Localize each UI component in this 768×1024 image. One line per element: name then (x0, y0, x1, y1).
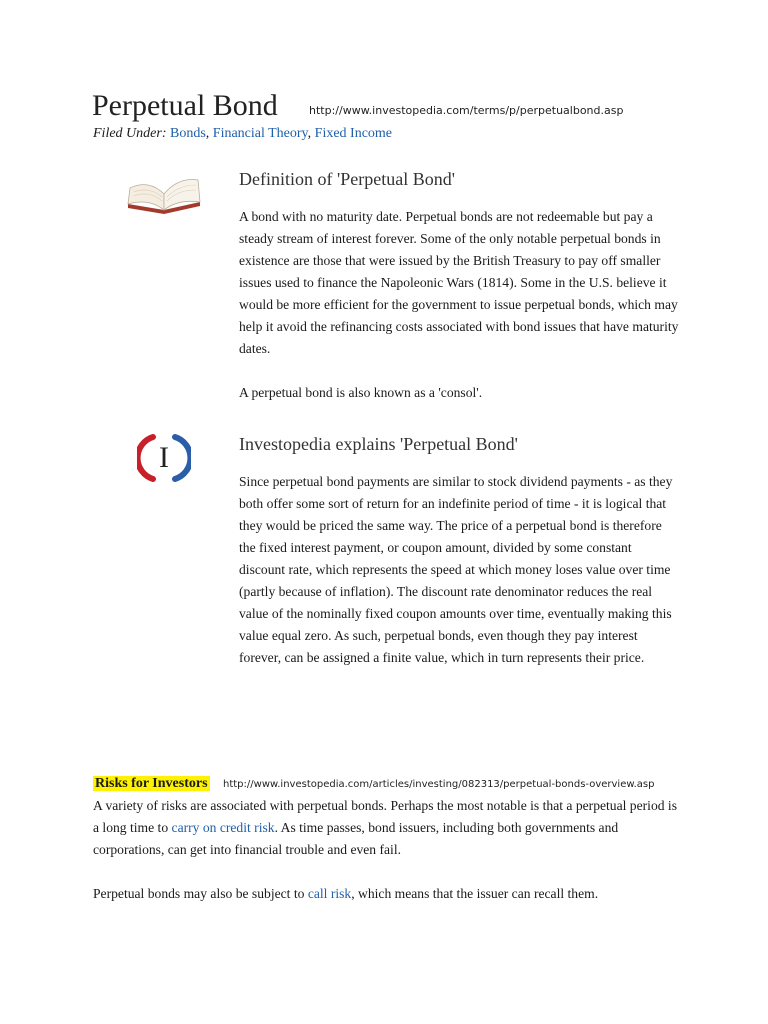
filed-under: Filed Under: Bonds, Financial Theory, Fixed Income (93, 126, 393, 141)
definition-heading: Definition of 'Perpetual Bond' (239, 169, 455, 189)
risks-paragraph-1 (93, 795, 683, 861)
call-risk-link[interactable]: call risk (307, 886, 352, 901)
page-title: Perpetual Bond (92, 89, 278, 122)
risks-url[interactable]: http://www.investopedia.com/articles/investing/082313/perpetual-bonds-overview.asp (223, 779, 655, 790)
category-link-fixed-income[interactable]: Fixed Income (314, 126, 393, 141)
definition-paragraph: A bond with no maturity date. Perpetual bonds are not redeemable but pay a steady stream of interest forever. Some of the only notable perpetual bonds in existence are those that were issued by the British Treasury to pay off smaller issues used to finance the Napoleonic Wars (1814). Some in the U.S. believe it would be more efficient for the government to issue perpetual bonds, which may help it avoid the refinancing costs associated with bond issues that have maturity dates. (239, 209, 679, 356)
source-url[interactable]: http://www.investopedia.com/terms/p/perpetualbond.asp (309, 104, 624, 117)
risks-p1-text-a: A variety of risks are associated with perpetual bonds. Perhaps the most notable is that a perpetual period is a long time to (93, 798, 677, 835)
category-link-bonds[interactable]: Bonds (169, 126, 206, 141)
risks-heading-wrap (93, 774, 210, 793)
credit-risk-link[interactable]: carry on credit risk (171, 820, 275, 835)
risks-paragraph-2 (93, 883, 683, 905)
risks-heading: Risks for Investors (95, 776, 208, 791)
logo-letter: I (159, 441, 169, 474)
open-book-icon (124, 174, 204, 216)
explains-paragraph: Since perpetual bond payments are similar to stock dividend payments - as they both offer some sort of return for an indefinite period of time - it is logical that they would be priced the same way. The price of a perpetual bond is therefore the fixed interest payment, or coupon amount, divided by some constant discount rate, which represents the speed at which money loses value over time (partly because of inflation). The discount rate denominator reduces the real value of the nominally fixed coupon amounts over time, eventually making this value equal zero. As such, perpetual bonds, even though they pay interest forever, can be assigned a finite value, which in turn represents their price. (239, 474, 673, 665)
explains-heading: Investopedia explains 'Perpetual Bond' (239, 434, 518, 454)
category-link-financial-theory[interactable]: Financial Theory (212, 126, 308, 141)
consol-note: A perpetual bond is also known as a 'consol'. (239, 385, 483, 400)
filed-under-label: Filed Under: (93, 126, 167, 141)
risks-p2-text-a: Perpetual bonds may also be subject to (93, 886, 308, 901)
risks-p1-text-b: . As time passes, bond issuers, including both governments and corporations, can get into financial trouble and even fail. (93, 820, 619, 857)
risks-p2-text-b: , which means that the issuer can recall them. (351, 886, 599, 901)
